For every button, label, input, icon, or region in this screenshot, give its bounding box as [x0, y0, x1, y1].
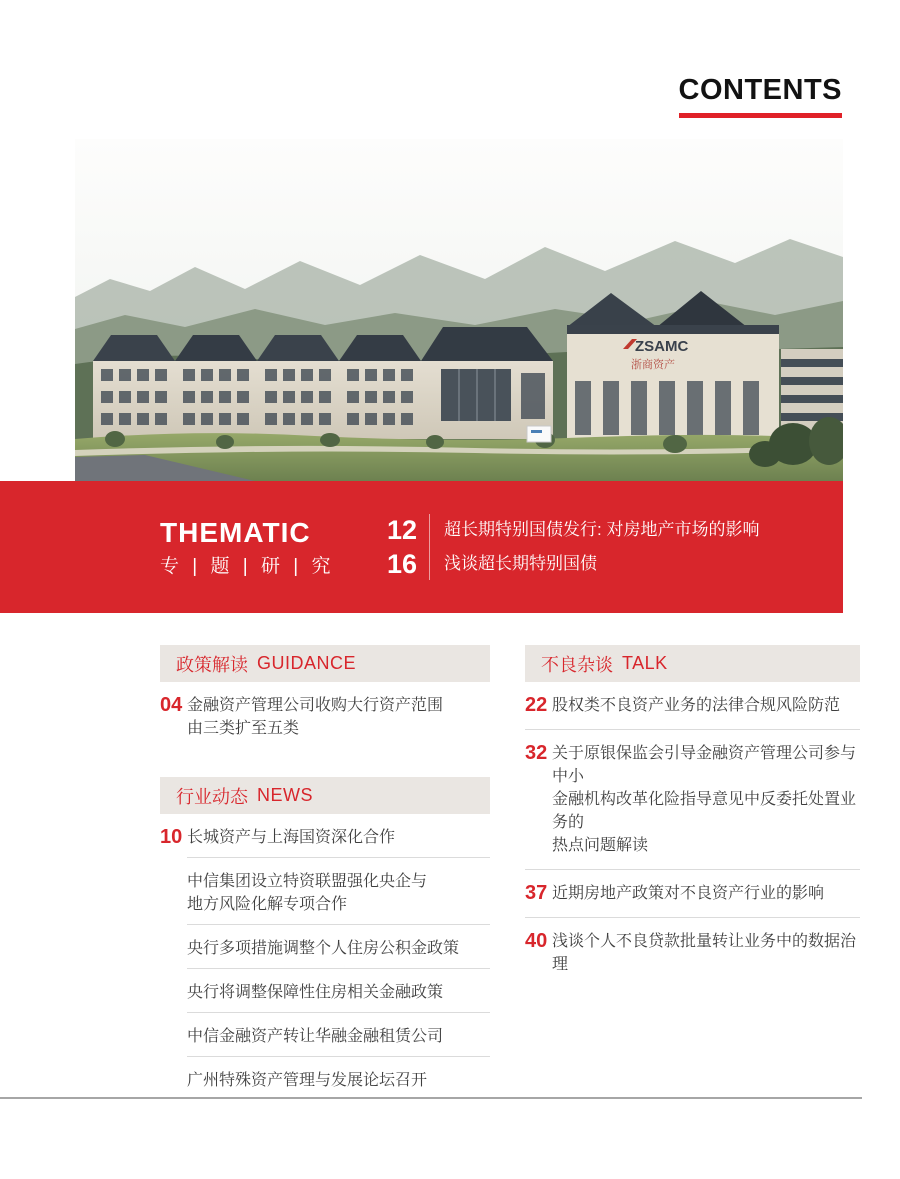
item-title: [187, 1069, 427, 1092]
item-title: [552, 694, 840, 717]
item-separator: [187, 924, 490, 925]
item-title-line: 关于原银保监会引导金融资产管理公司参与中小: [552, 745, 857, 785]
banner-divider: [429, 514, 430, 580]
page-title: CONTENTS: [678, 74, 842, 106]
item-title: [187, 937, 459, 960]
thematic-title-zh: 专 | 题 | 研 | 究: [160, 555, 335, 577]
section-title-en: NEWS: [257, 785, 313, 805]
section-title-en: TALK: [622, 653, 668, 673]
item-page-number: [160, 937, 187, 960]
item-page-number: 32: [525, 742, 548, 764]
item-page-number: 37: [525, 882, 548, 904]
item-title: [552, 882, 824, 905]
thematic-title-en: THEMATIC: [160, 516, 311, 548]
item-page-number: [160, 870, 187, 916]
building-logo-zh: 浙商资产: [631, 359, 675, 371]
item-title-line: 长城资产与上海国资深化合作: [187, 829, 396, 846]
toc-item: [160, 1069, 490, 1092]
contents-heading: [679, 76, 843, 118]
item-page-number: 40: [525, 930, 548, 952]
item-page-number: [160, 1025, 187, 1048]
section-title-en: GUIDANCE: [257, 653, 357, 673]
thematic-title-block: [160, 516, 387, 577]
item-title: [187, 694, 443, 740]
item-separator: [187, 857, 490, 858]
toc-item: [160, 981, 490, 1004]
item-title-line: 金融机构改革化险指导意见中反委托处置业务的: [552, 791, 857, 831]
thematic-page-numbers: [387, 513, 417, 581]
item-title-line: 广州特殊资产管理与发展论坛召开: [187, 1072, 428, 1089]
middle-building: [421, 327, 553, 439]
bottom-rule: [0, 1097, 862, 1099]
campus-photo-illustration: [75, 139, 843, 481]
section-header-talk: [525, 645, 860, 682]
item-page-number: 10: [160, 826, 183, 848]
item-separator: [187, 968, 490, 969]
item-separator: [187, 1012, 490, 1013]
thematic-banner: [0, 481, 843, 613]
item-title-line: 浅谈个人不良贷款批量转让业务中的数据治理: [552, 933, 857, 973]
entrance-sign: [527, 426, 551, 442]
section-title-zh: 不良杂谈: [541, 654, 613, 675]
page-number: 12: [387, 515, 418, 545]
item-title-line: 中信集团设立特资联盟强化央企与: [187, 873, 428, 890]
item-title: [552, 742, 860, 857]
item-title-line: 央行将调整保障性住房相关金融政策: [187, 984, 444, 1001]
section-title-zh: 行业动态: [176, 786, 248, 807]
item-separator: [525, 869, 860, 870]
thematic-entries: [387, 513, 760, 581]
item-title-line: 地方风险化解专项合作: [187, 896, 348, 913]
item-page-number: 22: [525, 694, 548, 716]
toc-item: [525, 742, 860, 857]
page-number: 16: [387, 549, 418, 579]
toc-item: [160, 694, 490, 740]
thematic-entry-titles: [444, 513, 759, 581]
item-title: [187, 981, 443, 1004]
toc-column-left: [160, 645, 490, 1092]
item-title: [187, 1025, 443, 1048]
toc-item: [160, 826, 490, 849]
item-title-line: 股权类不良资产业务的法律合规风险防范: [552, 697, 841, 714]
toc-item: [160, 1025, 490, 1048]
section-title-zh: 政策解读: [176, 654, 248, 675]
item-title-line: 由三类扩至五类: [187, 720, 300, 737]
item-page-number: [160, 981, 187, 1004]
entry-title: 超长期特别国债发行: 对房地产市场的影响: [444, 520, 760, 539]
toc-item: [525, 882, 860, 905]
item-separator: [187, 1056, 490, 1057]
section-header-news: [160, 777, 490, 814]
item-page-number: 04: [160, 694, 183, 716]
toc-item: [160, 870, 490, 916]
item-separator: [525, 917, 860, 918]
item-title-line: 央行多项措施调整个人住房公积金政策: [187, 940, 460, 957]
title-underline: [679, 113, 843, 118]
item-title-line: 中信金融资产转让华融金融租赁公司: [187, 1028, 444, 1045]
building-logo-en: ZSAMC: [635, 338, 689, 355]
item-title: [187, 870, 427, 916]
toc-item: [160, 937, 490, 960]
campus-photo: [75, 139, 843, 481]
toc-item: [525, 694, 860, 717]
item-title: [552, 930, 860, 976]
item-page-number: [160, 1069, 187, 1092]
item-title: [187, 826, 395, 849]
item-separator: [525, 729, 860, 730]
item-title-line: 热点问题解读: [552, 837, 649, 854]
entry-title: 浅谈超长期特别国债: [444, 554, 598, 573]
toc-item: [525, 930, 860, 976]
item-title-line: 近期房地产政策对不良资产行业的影响: [552, 885, 825, 902]
item-title-line: 金融资产管理公司收购大行资产范围: [187, 697, 444, 714]
section-header-guidance: [160, 645, 490, 682]
toc-column-right: [525, 645, 860, 976]
